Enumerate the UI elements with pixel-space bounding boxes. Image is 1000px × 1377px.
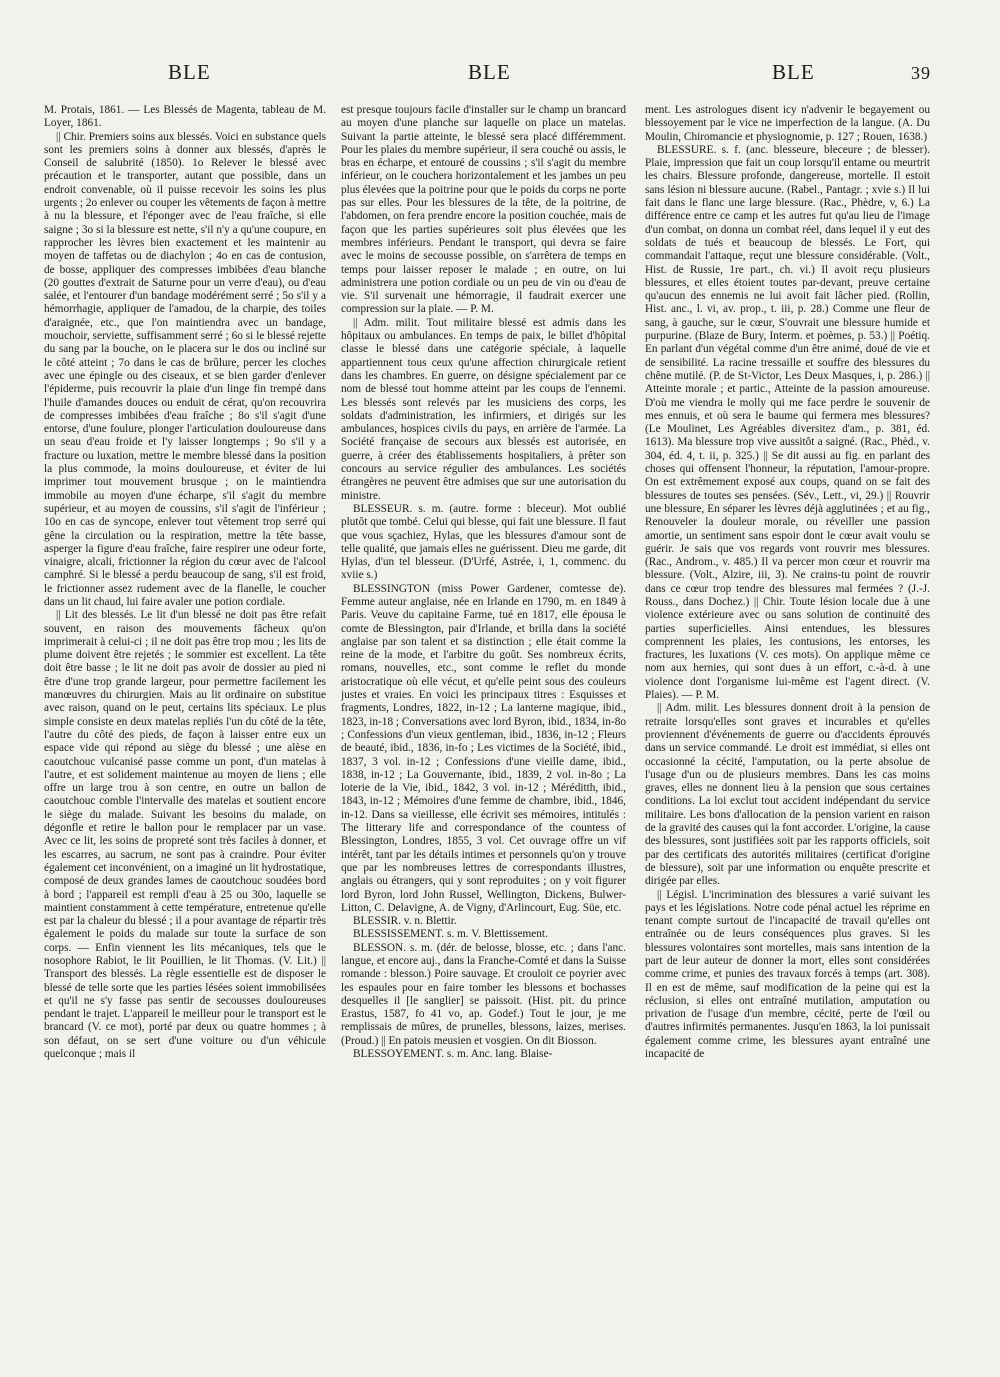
- dictionary-entry: BLESSISSEMENT. s. m. V. Blettissement.: [353, 928, 548, 941]
- dictionary-entry: BLESSEUR. s. m. (autre. forme : bleceur). Mot oublié plutôt que tombé. Celui qui blesse, qui fait une blessure. Il faut que vous sçachiez, Hylas, que les blessures d'amour sont de telle qualité, que jamais elles ne guérissent. Dieu me garde, dit Hylas, d'un tel blesseur. (D'Urfé, Astrée, i, 1, commenc. du xviie s.): [341, 502, 626, 582]
- paragraph: ment. Les astrologues disent icy n'advenir le begayement ou blessoyement par le vice ne imperfection de la langue. (A. Du Moulin, Chiromancie et physiognomie, p. 127 ; Rouen, 1638.): [645, 104, 930, 143]
- page-number: 39: [911, 63, 931, 83]
- paragraph: || Chir. Premiers soins aux blessés. Voici en substance quels sont les premiers soins à donner aux blessés, d'après le Conseil de salubrité (1850). 1o Relever le blessé avec précaution et le transporter, autant que possible, dans un endroit convenable, où il puisse recevoir les soins les plus urgents ; 2o enlever ou couper les vêtements de façon à mettre à nu la blessure, et l'éponger avec de l'eau fraîche, si elle saigne ; 3o si la blessure est nette, s'il n'y a qu'une coupure, en rapprocher les lèvres bien exactement et les maintenir au moyen de taffetas ou de diachylon ; 4o en cas de contusion, de bosse, appliquer des compresses imbibées d'eau blanche (20 gouttes d'extrait de Saturne pour un verre d'eau), ou d'eau salée, et l'entourer d'un bandage modérément serré ; 5o s'il y a hémorrhagie, appliquer de l'amadou, de la charpie, des toiles d'araignée, etc., que l'on maintiendra avec un bandage, mouchoir, serviette, suffisamment serré ; 6o si le blessé rejette du sang par la bouche, on le placera sur le dos ou incliné sur le côté atteint ; 7o dans le cas de brûlure, percer les cloches avec une épingle ou des ciseaux, et se bien garder d'enlever l'épiderme, puis recouvrir la plaie d'un linge fin trempé dans l'huile d'amandes douces ou enduit de cérat, qu'on recouvrira de compresses imbibées d'eau fraîche ; 8o s'il s'agit d'une entorse, d'une foulure, plonger l'articulation douloureuse dans un seau d'eau froide et l'y laisser longtemps ; 9o s'il y a fracture ou luxation, mettre le membre blessé dans la position la plus commode, la moins douloureuse, et éviter de lui imprimer tout mouvement brusque ; on le maintiendra immobile au moyen d'une écharpe, s'il s'agit du membre supérieur, et au moyen de coussins, s'il s'agit de l'inférieur ; 10o en cas de syncope, enlever tout vêtement trop serré qui gêne la circulation ou la respiration, mettre la tête basse, asperger la figure d'eau fraîche, faire respirer une odeur forte, vinaigre, alcali, frictionner la région du cœur avec de l'alcool camphré. Si le blessé a perdu beaucoup de sang, s'il est froid, le frictionner assez rudement avec de la flanelle, le coucher dans un lit chaud, lui faire avaler une potion cordiale.: [44, 130, 326, 608]
- dictionary-entry: BLESSURE. s. f. (anc. blesseure, bleceure ; de blesser). Plaie, impression que fait un coup lorsqu'il entame ou meurtrit les chairs. Blessure profonde, dangereuse, mortelle. Il estoit sans lésion ni blessure aucune. (Rabel., Pantagr. ; xvie s.) Il lui fait dans le flanc une large blessure. (Rac., Phèdre, v, 6.) La différence entre ce camp et les autres fut qu'au lieu de l'image d'un combat, on donna un combat réel, dans lequel il y eut des soldats de tués et beaucoup de blessés. Le Fort, qui commandait l'attaque, reçut une blessure considérable. (Volt., Hist. de Russie, 1re part., ch. vi.) Il avoit reçu plusieurs blessures, et elles étoient toutes par-devant, preuve certaine qu'aucun des ennemis ne lui avoit fait lâcher pied. (Rollin, Hist. anc., l. vi, av. prop., t. iii, p. 28.) Comme une fleur de sang, à gauche, sur le cœur, S'ouvrait une blessure humide et purpurine. (Blaze de Bury, Interm. et poèmes, p. 53.) || Poétiq. En parlant d'un végétal comme d'un être animé, doué de vie et de sensibilité. La racine tressaille et souffre des blessures du chêne mutilé. (P. de St-Victor, Les Deux Masques, i, p. 286.) || Atteinte morale ; et partic., Atteinte de la passion amoureuse. D'où me viendra le molly qui me face perdre le souvenir de mes ennuis, et où sera le baume qui fermera mes blessures? (Le Moulinet, Les Agréables diversitez d'am., p. 381, éd. 1613). Ma blessure trop vive aussitôt a saigné. (Rac., Phèd., v. 304, éd. 4, t. ii, p. 325.) || Se dit aussi au fig. en parlant des choses qui offensent l'honneur, la réputation, l'amour-propre. On est extrêmement exposé aux coups, quand on se fait des blessures de toutes ses pensées. (Sév., Lett., vi, 29.) || Rouvrir une blessure, En séparer les lèvres déjà agglutinées ; et au fig., Renouveler la douleur morale, ou réveiller une passion amortie, un sentiment sans espoir dont le cœur avait voulu se guérir. Je sais que vos regards vont rouvrir mes blessures. (Rac., Androm., v. 485.) Il va percer mon cœur et rouvrir ma blessure. (Volt., Alzire, iii, 3). Ne crains-tu point de rouvrir dans ce cœur trop tendre des blessures mal fermées ? (J.-J. Rouss., dans Dochez.) || Chir. Toute lésion locale due à une violence extérieure avec ou sans solution de continuité des parties superficielles. Ainsi entendues, les blessures comprennent les plaies, les contusions, les entorses, les fractures, les luxations (V. ces mots). On applique même ce nom aux hernies, qui sont dues à un effort, c.-à-d. à une violence dont l'organisme lui-même est l'agent direct. (V. Plaies). — P. M.: [645, 143, 930, 702]
- paragraph: M. Protais, 1861. — Les Blessés de Magenta, tableau de M. Loyer, 1861.: [44, 104, 326, 130]
- running-head-right: BLE: [772, 60, 815, 84]
- paragraph: || Adm. milit. Tout militaire blessé est admis dans les hôpitaux ou ambulances. En temps de paix, le billet d'hôpital classe le blessé dans une catégorie spéciale, à laquelle appartiennent tous ceux qu'une affection chirurgicale retient dans les chambres. En guerre, on désigne spécialement par ce nom de blessé tout homme atteint par les coups de l'ennemi. Les blessés sont relevés par les musiciens des corps, les soldats d'administration, les infirmiers, et dirigés sur les ambulances, hospices civils du pays, en arrière de l'armée. La Société française de secours aux blessés est autorisée, en guerre, à créer des établissements hospitaliers, à prêter son concours au service régulier des ambulances. Les sociétés étrangères ne peuvent être admises que sur une autorisation du ministre.: [341, 316, 626, 502]
- text-column-2: [341, 104, 626, 1354]
- text-column-3: [645, 104, 930, 1354]
- paragraph: || Adm. milit. Les blessures donnent droit à la pension de retraite lorsqu'elles sont graves et incurables et qu'elles proviennent d'événements de guerre ou d'accidents éprouvés dans un service commandé. Le droit est immédiat, si elles ont occasionné la cécité, l'amputation, ou la perte absolue de l'usage d'un ou de plusieurs membres. Dans les cas moins graves, elles ne donnent lieu à la pension que sous certaines conditions. La loi exclut tout accident indépendant du service militaire. Les bons d'allocation de la pension varient en raison de la gravité des causes qui la font accorder. L'origine, la cause des blessures, sont justifiées soit par les rapports officiels, soit par des certificats des autorités militaires (certificat d'origine de blessure), soit par une information ou enquête prescrite et dirigée par elles.: [645, 702, 930, 888]
- paragraph: est presque toujours facile d'installer sur le champ un brancard au moyen d'une planche sur laquelle on place un matelas. Suivant la partie atteinte, le blessé sera placé différemment. Pour les plaies du membre supérieur, il sera couché ou assis, le bras en écharpe, et entouré de coussins ; s'il s'agit du membre inférieur, on le couchera horizontalement et les jambes un peu plus élevées que la poitrine pour que le poids du corps ne porte pas sur elles. Pour les blessures de la tête, de la poitrine, de l'abdomen, on fera prendre encore la position couchée, mais de façon que les parties supérieures soit plus élevées que les membres inférieurs. Pendant le transport, qui devra se faire avec le moins de secousse possible, on s'arrêtera de temps en temps pour laisser reposer le malade ; en outre, on lui administrera une potion cordiale ou un peu de vin ou d'eau de vie. S'il survenait une hémorragie, il faudrait exercer une compression sur la plaie. — P. M.: [341, 104, 626, 316]
- paragraph: || Législ. L'incrimination des blessures a varié suivant les pays et les législations. Notre code pénal actuel les réprime en tenant compte surtout de l'incapacité de travail qu'elles ont entraînée ou de leurs conséquences plus graves. Si les blessures volontaires sont mortelles, mais sans intention de la part de leur auteur de donner la mort, elles sont considérées comme crime, et punies des travaux forcés à temps (art. 308). Il en est de même, sauf modification de la peine qui est la réclusion, si elles ont entraîné mutilation, amputation ou privation de l'usage d'un membre, cécité, perte de l'œil ou d'autres infirmités permanentes. Jusqu'en 1863, la loi punissait également comme crime, les blessures ayant entraîné une incapacité de: [645, 888, 930, 1061]
- text-column-1: [44, 104, 326, 1354]
- dictionary-entry: BLESSIR. v. n. Blettir.: [353, 915, 457, 928]
- running-head-center: BLE: [468, 60, 511, 84]
- dictionary-entry: BLESSINGTON (miss Power Gardener, comtesse de). Femme auteur anglaise, née en Irlande en 1790, m. en 1849 à Paris. Veuve du capitaine Farme, tué en 1817, elle épousa le comte de Blessington, pair d'Irlande, et brilla dans la société anglaise par son talent et sa distinction ; elle était comme la reine de la mode, et l'arbitre du goût. Ses nombreux écrits, romans, nouvelles, etc., sont comme le reflet du monde aristocratique où elle vécut, et qu'elle peint sous des couleurs justes et vraies. En voici les principaux titres : Esquisses et fragments, Londres, 1822, in-12 ; La lanterne magique, ibid., 1823, in-18 ; Conversations avec lord Byron, ibid., 1834, in-8o ; Confessions d'un vieux gentleman, ibid., 1836, in-12 ; Fleurs de beauté, ibid., 1836, in-fo ; Les victimes de la Société, ibid., 1837, 3 vol. in-12 ; Confessions d'une vieille dame, ibid., 1838, in-12 ; La Gouvernante, ibid., 1839, 2 vol. in-8o ; La loterie de la Vie, ibid., 1842, 3 vol. in-12 ; Méréditth, ibid., 1843, in-12 ; Mémoires d'une femme de chambre, ibid., 1846, in-12. Dans sa vieillesse, elle écrivit ses mémoires, intitulés : The litterary life and correspondance of the countess of Blessington, Londres, 1855, 3 vol. Cet ouvrage offre un vif intérêt, tant par les détails intimes et personnels qu'on y trouve que par les nombreuses lettres de correspondants illustres, anglais ou étrangers, qui y sont reproduites ; on y voit figurer lord Byron, lord John Russel, Wellington, Dickens, Bulwer-Litton, C. Delavigne, A. de Vigny, d'Arlincourt, Eug. Süe, etc.: [341, 582, 626, 914]
- dictionary-entry: BLESSON. s. m. (dér. de belosse, blosse, etc. ; dans l'anc. langue, et encore auj., dans la Franche-Comté et dans la Suisse romande : blesson.) Poire sauvage. Et crouloit ce poyrier avec les espaules pour en faire tomber les blessons et bochasses desquelles il [le sanglier] se paissoit. (Hist. pit. du prince Erastus, 1587, fo 41 vo, ap. Godef.) Tout le jour, je me remplissais de mûres, de prunelles, blessons, laizes, merises. (Proud.) || En patois meusien et vosgien. On dit Biosson.: [341, 941, 626, 1047]
- dictionary-entry: BLESSOYEMENT. s. m. Anc. lang. Blaise-: [353, 1048, 553, 1061]
- paragraph: || Lit des blessés. Le lit d'un blessé ne doit pas être refait souvent, en raison des mouvements fâcheux qu'on imprimerait à celui-ci ; il ne doit pas être trop mou ; les lits de plume doivent être rejetés ; le sommier est excellent. La tête doit être basse ; le lit ne doit pas avoir de dossier au pied ni être d'une trop grande largeur, pour permettre facilement les manœuvres du chirurgien. Mais au lit ordinaire on substitue avec raison, quand on le peut, certains lits spéciaux. Le plus simple consiste en deux matelas repliés l'un du côté de la tête, l'autre du côté des pieds, de façon à laisser entre eux un espace vide qui répond au siège du blessé ; une alèse en caoutchouc vulcanisé passe comme un pont, d'un matelas à l'autre, et est solidement maintenue au moyen de liens ; elle offre un large trou à son centre, en outre un ballon de caoutchouc comble l'intervalle des matelas et soutient encore le siège du malade. Suivant les besoins du malade, on dégonfle et retire le ballon pour le remplacer par un vase. Avec ce lit, les soins de propreté sont très faciles à donner, et les escarres, au sacrum, ne sont pas à craindre. Pour éviter également cet inconvénient, on a imaginé un lit hydrostatique, composé de deux grandes lames de caoutchouc soudées bord à bord ; l'appareil est rempli d'eau à 25 ou 30o, laquelle se maintient constamment à cette température, entretenue qu'elle est par la chaleur du blessé ; il a pour avantage de répartir très également le poids du malade sur toute la surface de son corps. — Enfin viennent les lits mécaniques, tels que le nosophore Rabiot, le lit Pouillien, le lit Thomas. (V. Lit.) || Transport des blessés. La règle essentielle est de disposer le blessé de telle sorte que les parties lésées soient immobilisées et qu'il ne s'y fasse pas sentir de secousses douloureuses pendant le trajet. L'appareil le meilleur pour le transport est le brancard (V. ce mot), porté par deux ou quatre hommes ; à son défaut, on se sert d'une voiture ou d'un véhicule quelconque ; mais il: [44, 609, 326, 1061]
- running-head-left: BLE: [168, 60, 211, 84]
